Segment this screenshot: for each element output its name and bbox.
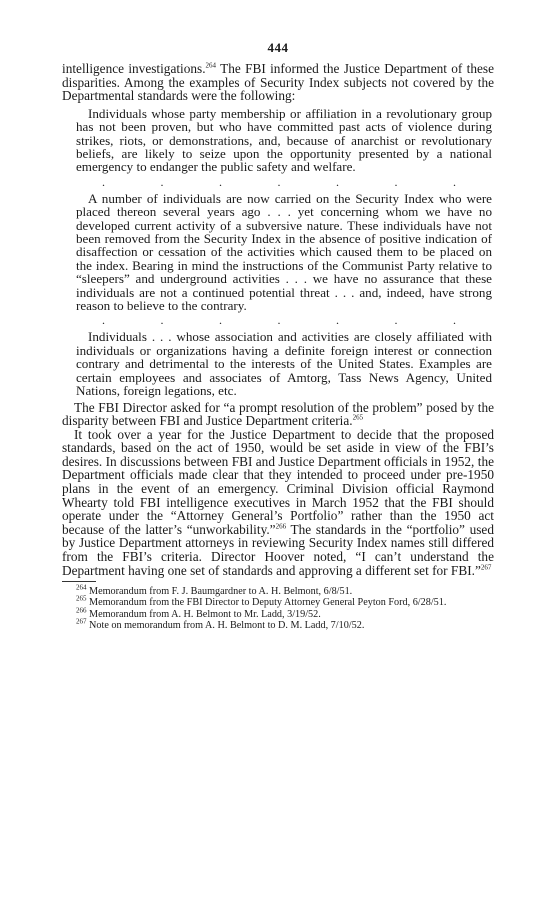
paragraph-1-text: intelligence investigations. bbox=[62, 61, 206, 76]
footnotes bbox=[62, 583, 494, 631]
footnote-ref-267: 267 bbox=[480, 563, 492, 572]
paragraph-1 bbox=[62, 62, 494, 103]
paragraph-3-text-cont: The standards in the “portfolio” used by Justice Department attorneys in reviewing Security Index names still differed from the FBI’s criteria. Director Hoover noted, “I can’t understand the Department having one set of standards and approving a different set for FBI.” bbox=[62, 521, 494, 578]
paragraph-1-text-cont: The FBI informed the Justice Department of these disparities. Among the examples of Security Index subjects not covered by the Departmental standards were the following: bbox=[62, 61, 494, 104]
block-quote-1-text: Individuals whose party membership or affiliation in a revolutionary group has not been proven, but who have committed past acts of violence during strikes, riots, or demonstrations, and, because of anarchist or revolutionary beliefs, are likely to seize upon the opportunity presented by a national emergency to endanger the public safety and welfare. bbox=[76, 105, 492, 175]
footnote-264: $^{264}$ Memorandum from F. J. Baumgardner to A. H. Belmont, 6/8/51. bbox=[76, 583, 353, 598]
page-number: 444 bbox=[267, 40, 289, 55]
footnote-ref-266: 266 bbox=[275, 522, 287, 531]
footnote-266: $^{266}$ Memorandum from A. H. Belmont to Mr. Ladd, 3/19/52. bbox=[76, 606, 321, 620]
block-quote-2-text: A number of individuals are now carried on the Security Index who were placed thereon several years ago . . . yet concerning whom we have no developed current activity of a subversive nature. These individuals have not been removed from the Security Index in the absence of positive indication of disaffection or cessation of the activities which caused them to be placed on the index. Bearing in mind the instructions of the Communist Party relative to “sleepers” and underground activities . . . we have no assurance that these individuals are not a continued potential threat . . . and, indeed, have strong reason to believe to the contrary. bbox=[76, 190, 492, 314]
ellipsis-row-2: . . . . . . . bbox=[102, 313, 456, 328]
footnote-divider bbox=[62, 581, 96, 582]
block-quote-3 bbox=[62, 330, 494, 397]
paragraph-3 bbox=[62, 428, 494, 578]
footnote-ref-264: 264 bbox=[205, 61, 217, 70]
block-quote-3-text: Individuals . . . whose association and activities are closely affiliated with individuals or organizations having a definite foreign interest or connection contrary and detrimental to the interests of the United States. Examples are certain employees and associates of Amtorg, Tass News Agency, United Nations, foreign legations, etc. bbox=[76, 329, 492, 399]
block-quote-2 bbox=[62, 192, 494, 313]
footnote-267: $^{267}$ Note on memorandum from A. H. Belmont to D. M. Ladd, 7/10/52. bbox=[76, 617, 365, 631]
ellipsis-row-1: . . . . . . . bbox=[102, 174, 456, 189]
paragraph-2 bbox=[62, 401, 494, 428]
paragraph-2-text: The FBI Director asked for “a prompt resolution of the problem” posed by the disparity between FBI and Justice Department criteria. bbox=[62, 399, 494, 429]
block-quote-1 bbox=[62, 107, 494, 174]
paragraph-3-text: It took over a year for the Justice Department to decide that the proposed standards, based on the act of 1950, would be set aside in view of the FBI’s desires. In discussions between FBI and Justice Department officials in 1952, the Department officials made clear that they intended to proceed under pre-1950 plans in the event of an emergency. Criminal Division official Raymond Whearty told FBI intelligence executives in March 1952 that the FBI should operate under the “Attorney General’s Portfolio” rather than the 1950 act because of the latter’s “unworkability.” bbox=[62, 426, 494, 537]
footnote-265: $^{265}$ Memorandum from the FBI Director to Deputy Attorney General Peyton Ford, 6/28/51. bbox=[76, 595, 447, 609]
footnote-ref-265: 265 bbox=[352, 413, 364, 422]
document-page bbox=[62, 40, 494, 631]
